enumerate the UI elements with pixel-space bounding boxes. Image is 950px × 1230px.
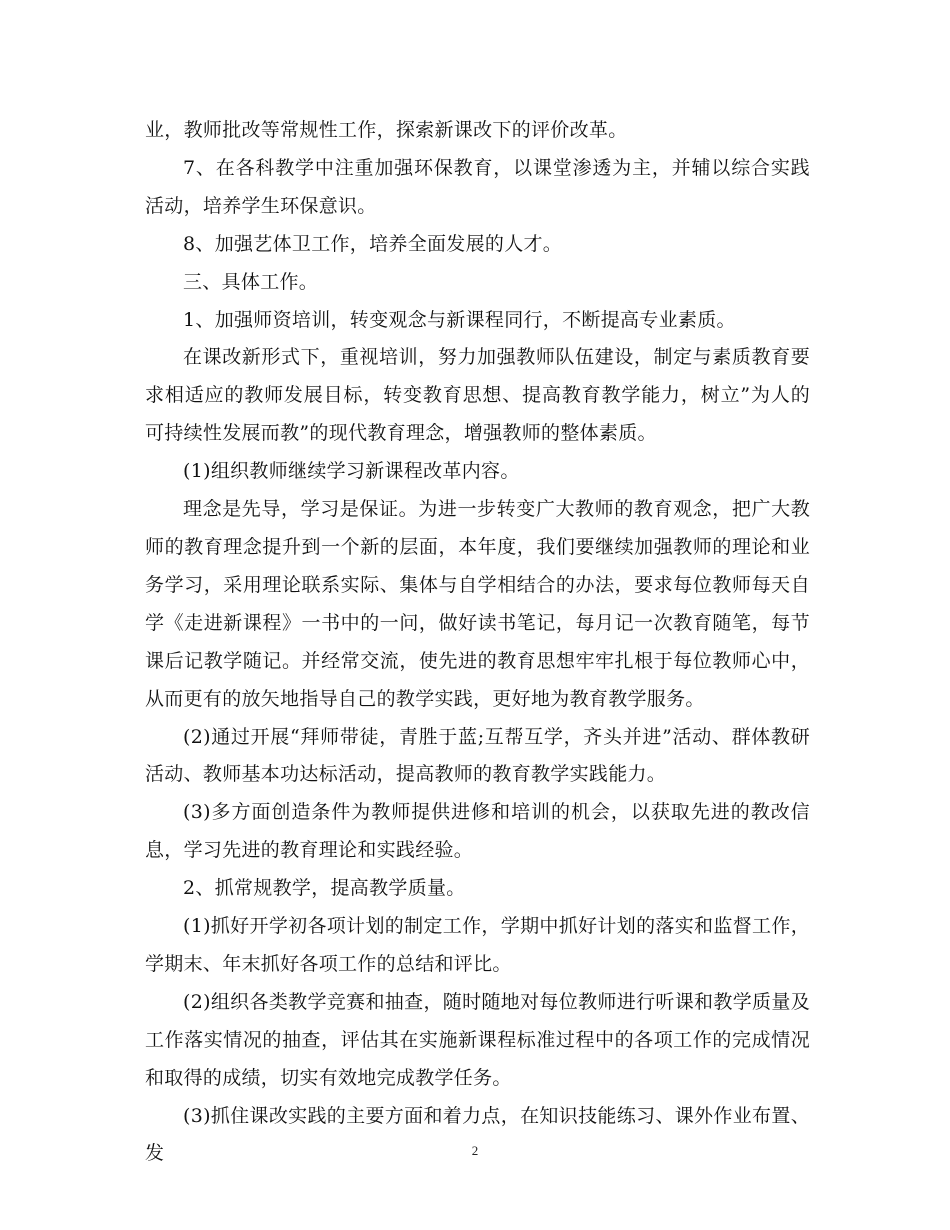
list-item: (3)抓住课改实践的主要方面和着力点，在知识技能练习、课外作业布置、发 xyxy=(145,1104,810,1165)
paragraph: 业，教师批改等常规性工作，探索新课改下的评价改革。 xyxy=(145,119,628,141)
paragraph: 7、在各科教学中注重加强环保教育，以课堂渗透为主，并辅以综合实践活动，培养学生环保意识。 xyxy=(145,156,810,217)
paragraph: 理念是先导，学习是保证。为进一步转变广大教师的教育观念，把广大教师的教育理念提升到一个新的层面，本年度，我们要继续加强教师的理论和业务学习，采用理论联系实际、集体与自学相结合的办法，要求每位教师每天自学《走进新课程》一书中的一问，做好读书笔记，每月记一次教育随笔，每节课后记教学随记。并经常交流，使先进的教育思想牢牢扎根于每位教师心中，从而更有的放矢地指导自己的教学实践，更好地为教育教学服务。 xyxy=(145,498,810,710)
list-item: (1)组织教师继续学习新课程改革内容。 xyxy=(183,460,520,483)
document-body xyxy=(145,112,810,1173)
list-item: (2)组织各类教学竞赛和抽查，随时随地对每位教师进行听课和教学质量及工作落实情况的抽查，评估其在实施新课程标准过程中的各项工作的完成情况和取得的成绩，切实有效地完成教学任务。 xyxy=(145,990,810,1089)
list-item: (3)多方面创造条件为教师提供进修和培训的机会，以获取先进的教改信息，学习先进的教育理论和实践经验。 xyxy=(145,801,810,862)
page-number: 2 xyxy=(471,1143,479,1158)
subsection-heading: 2、抓常规教学，提高教学质量。 xyxy=(183,877,466,900)
paragraph: 在课改新形式下，重视培训，努力加强教师队伍建设，制定与素质教育要求相适应的教师发展目标，转变教育思想、提高教育教学能力，树立”为人的可持续性发展而教”的现代教育理念，增强教师的整体素质。 xyxy=(145,346,810,445)
subsection-heading: 1、加强师资培训，转变观念与新课程同行，不断提高专业素质。 xyxy=(183,308,736,331)
section-heading: 三、具体工作。 xyxy=(183,270,319,293)
list-item: (2)通过开展“拜师带徒，青胜于蓝;互帮互学，齐头并进”活动、群体教研活动、教师基本功达标活动，提高教师的教育教学实践能力。 xyxy=(145,725,810,786)
paragraph: 8、加强艺体卫工作，培养全面发展的人才。 xyxy=(183,232,563,255)
list-item: (1)抓好开学初各项计划的制定工作，学期中抓好计划的落实和监督工作，学期末、年末抓好各项工作的总结和评比。 xyxy=(145,915,810,975)
